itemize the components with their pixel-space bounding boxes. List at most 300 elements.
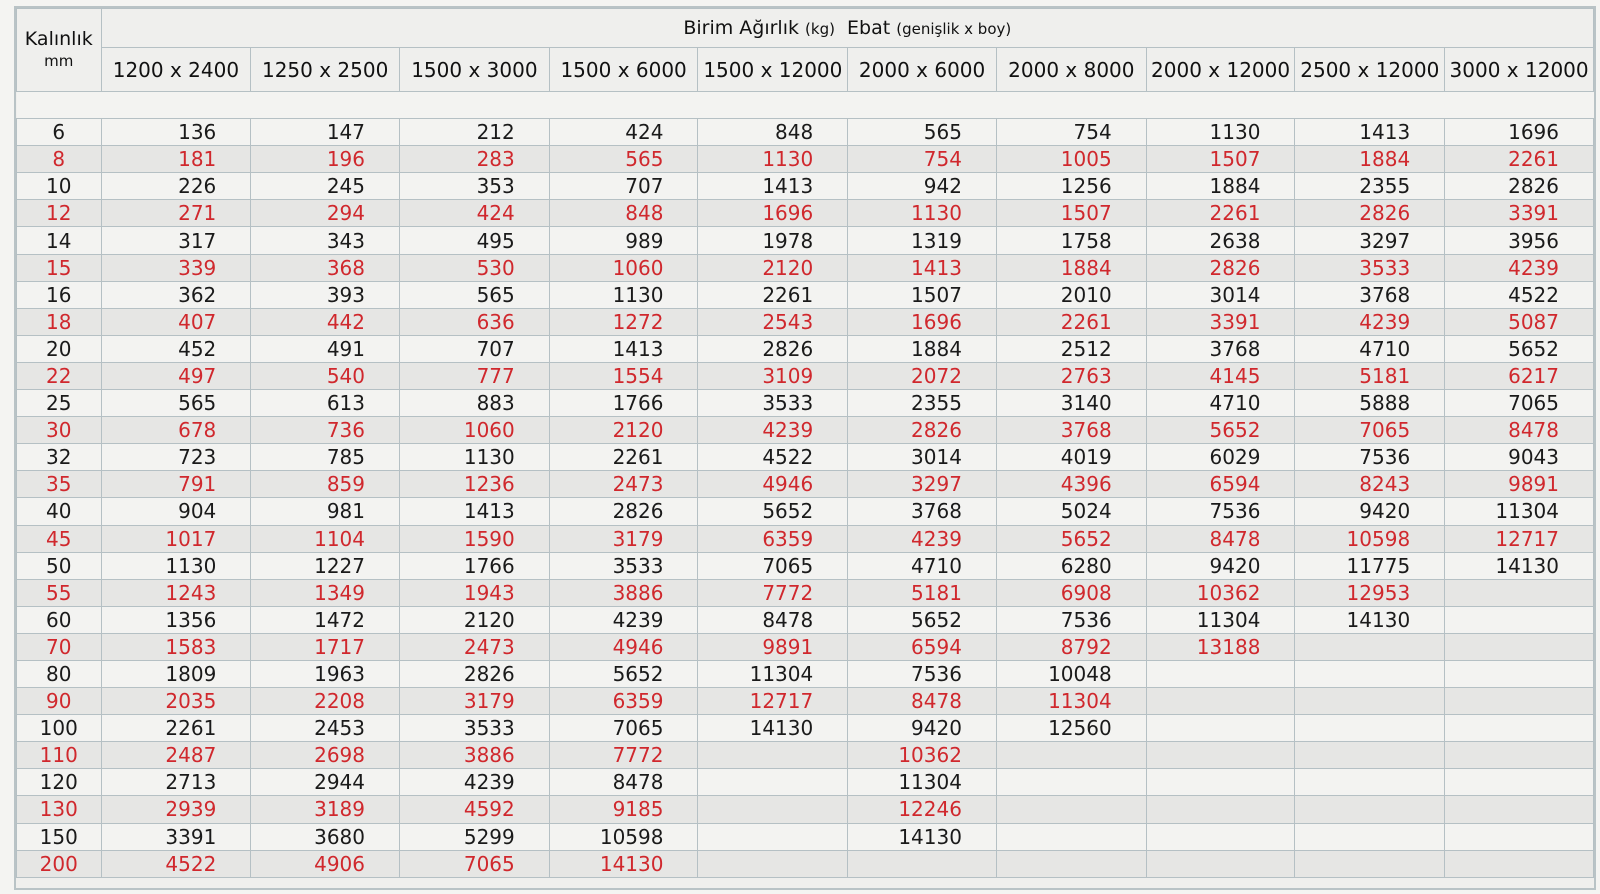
weight-cell xyxy=(1146,660,1295,687)
weight-cell xyxy=(996,850,1146,877)
weight-cell: 424 xyxy=(400,200,550,227)
weight-cell: 226 xyxy=(101,173,251,200)
weight-cell: 4710 xyxy=(848,552,997,579)
weight-cell: 9891 xyxy=(698,633,848,660)
thickness-cell: 8 xyxy=(17,146,102,173)
weight-cell: 2826 xyxy=(1295,200,1445,227)
weight-cell: 530 xyxy=(400,254,550,281)
weight-cell: 1130 xyxy=(101,552,251,579)
weight-cell: 1766 xyxy=(400,552,550,579)
thickness-header xyxy=(17,9,102,92)
weight-cell: 8478 xyxy=(698,606,848,633)
weight-cell xyxy=(698,823,848,850)
weight-cell: 5652 xyxy=(1445,335,1594,362)
weight-cell: 11304 xyxy=(1146,606,1295,633)
weight-cell xyxy=(1146,769,1295,796)
weight-cell: 1472 xyxy=(251,606,400,633)
weight-cell: 7065 xyxy=(1295,417,1445,444)
weight-cell: 452 xyxy=(101,335,251,362)
weight-cell: 2120 xyxy=(549,417,698,444)
thickness-cell: 90 xyxy=(17,688,102,715)
weight-cell: 5652 xyxy=(698,498,848,525)
thickness-cell: 110 xyxy=(17,742,102,769)
weight-cell: 565 xyxy=(848,119,997,146)
table-row xyxy=(17,308,1594,335)
weight-cell: 2698 xyxy=(251,742,400,769)
weight-cell: 3886 xyxy=(400,742,550,769)
weight-cell xyxy=(1445,850,1594,877)
thickness-cell: 15 xyxy=(17,254,102,281)
weight-cell: 317 xyxy=(101,227,251,254)
weight-cell: 4522 xyxy=(1445,281,1594,308)
weight-cell: 1319 xyxy=(848,227,997,254)
weight-cell: 3768 xyxy=(1295,281,1445,308)
weight-cell xyxy=(1445,796,1594,823)
weight-cell: 5299 xyxy=(400,823,550,850)
weight-cell: 2261 xyxy=(996,308,1146,335)
weight-cell: 5652 xyxy=(996,525,1146,552)
weight-cell: 707 xyxy=(549,173,698,200)
weight-cell: 1256 xyxy=(996,173,1146,200)
weight-cell: 343 xyxy=(251,227,400,254)
weight-cell: 2763 xyxy=(996,362,1146,389)
weight-cell: 2120 xyxy=(698,254,848,281)
table-row xyxy=(17,498,1594,525)
weight-cell xyxy=(1295,660,1445,687)
table-body xyxy=(17,92,1594,878)
weight-cell: 6594 xyxy=(1146,471,1295,498)
weight-cell: 10362 xyxy=(848,742,997,769)
weight-cell: 848 xyxy=(698,119,848,146)
weight-cell: 1130 xyxy=(400,444,550,471)
weight-cell: 4946 xyxy=(698,471,848,498)
thickness-cell: 100 xyxy=(17,715,102,742)
weight-cell: 2208 xyxy=(251,688,400,715)
weight-cell: 4710 xyxy=(1146,390,1295,417)
weight-cell: 1236 xyxy=(400,471,550,498)
table-row xyxy=(17,444,1594,471)
weight-cell: 3768 xyxy=(1146,335,1295,362)
weight-cell: 2355 xyxy=(1295,173,1445,200)
table-row xyxy=(17,823,1594,850)
weight-cell: 283 xyxy=(400,146,550,173)
weight-cell: 942 xyxy=(848,173,997,200)
weight-cell: 4239 xyxy=(698,417,848,444)
weight-cell xyxy=(1295,796,1445,823)
weight-cell: 393 xyxy=(251,281,400,308)
dimension-header-row xyxy=(17,48,1594,92)
table-row xyxy=(17,390,1594,417)
table-row xyxy=(17,579,1594,606)
weight-cell: 12246 xyxy=(848,796,997,823)
weight-cell: 2826 xyxy=(698,335,848,362)
column-header: 1500 x 3000 xyxy=(400,48,550,92)
weight-cell: 791 xyxy=(101,471,251,498)
thickness-cell: 16 xyxy=(17,281,102,308)
weight-cell: 777 xyxy=(400,362,550,389)
thickness-unit: mm xyxy=(44,52,74,70)
weight-cell: 3014 xyxy=(1146,281,1295,308)
weight-cell: 8792 xyxy=(996,633,1146,660)
weight-table-frame xyxy=(14,6,1596,890)
weight-cell: 2072 xyxy=(848,362,997,389)
weight-cell: 6594 xyxy=(848,633,997,660)
weight-cell: 2261 xyxy=(101,715,251,742)
weight-table xyxy=(16,8,1594,878)
title-note: (genişlik x boy) xyxy=(896,20,1012,38)
weight-cell xyxy=(1295,715,1445,742)
weight-cell: 2355 xyxy=(848,390,997,417)
weight-cell: 981 xyxy=(251,498,400,525)
weight-cell: 245 xyxy=(251,173,400,200)
weight-cell: 1413 xyxy=(400,498,550,525)
weight-cell: 636 xyxy=(400,308,550,335)
weight-cell: 2453 xyxy=(251,715,400,742)
weight-cell: 4239 xyxy=(400,769,550,796)
weight-cell: 1554 xyxy=(549,362,698,389)
thickness-cell: 12 xyxy=(17,200,102,227)
weight-cell: 3014 xyxy=(848,444,997,471)
title-main: Birim Ağırlık xyxy=(683,17,799,39)
column-header: 2500 x 12000 xyxy=(1295,48,1445,92)
weight-cell: 181 xyxy=(101,146,251,173)
table-row xyxy=(17,525,1594,552)
weight-cell: 3391 xyxy=(101,823,251,850)
table-row xyxy=(17,606,1594,633)
weight-cell: 2487 xyxy=(101,742,251,769)
thickness-cell: 35 xyxy=(17,471,102,498)
weight-cell: 14130 xyxy=(848,823,997,850)
weight-cell: 5087 xyxy=(1445,308,1594,335)
weight-cell: 294 xyxy=(251,200,400,227)
weight-cell xyxy=(1295,742,1445,769)
thickness-cell: 32 xyxy=(17,444,102,471)
weight-cell: 848 xyxy=(549,200,698,227)
weight-cell: 212 xyxy=(400,119,550,146)
weight-cell: 2826 xyxy=(848,417,997,444)
weight-cell: 1696 xyxy=(698,200,848,227)
thickness-cell: 80 xyxy=(17,660,102,687)
column-header: 2000 x 8000 xyxy=(996,48,1146,92)
weight-cell: 2944 xyxy=(251,769,400,796)
table-row xyxy=(17,173,1594,200)
weight-cell xyxy=(1146,742,1295,769)
weight-cell: 785 xyxy=(251,444,400,471)
weight-cell: 271 xyxy=(101,200,251,227)
weight-cell: 1243 xyxy=(101,579,251,606)
weight-cell xyxy=(1445,688,1594,715)
weight-cell: 6908 xyxy=(996,579,1146,606)
thickness-cell: 150 xyxy=(17,823,102,850)
weight-cell: 565 xyxy=(549,146,698,173)
weight-cell: 4946 xyxy=(549,633,698,660)
column-header: 1500 x 12000 xyxy=(698,48,848,92)
weight-cell: 3768 xyxy=(848,498,997,525)
weight-cell: 5888 xyxy=(1295,390,1445,417)
weight-cell xyxy=(1445,742,1594,769)
weight-cell: 5181 xyxy=(848,579,997,606)
table-row xyxy=(17,335,1594,362)
table-row xyxy=(17,362,1594,389)
weight-cell: 1413 xyxy=(698,173,848,200)
weight-cell xyxy=(1146,688,1295,715)
thickness-cell: 20 xyxy=(17,335,102,362)
weight-cell xyxy=(1445,633,1594,660)
weight-cell: 4710 xyxy=(1295,335,1445,362)
weight-cell: 1809 xyxy=(101,660,251,687)
weight-cell: 11304 xyxy=(996,688,1146,715)
weight-cell: 3179 xyxy=(400,688,550,715)
weight-cell: 1884 xyxy=(996,254,1146,281)
weight-cell xyxy=(1146,850,1295,877)
weight-cell: 5024 xyxy=(996,498,1146,525)
weight-cell: 2035 xyxy=(101,688,251,715)
weight-cell: 1130 xyxy=(549,281,698,308)
weight-cell: 1507 xyxy=(1146,146,1295,173)
weight-cell: 754 xyxy=(996,119,1146,146)
weight-cell: 7065 xyxy=(1445,390,1594,417)
spacer-row xyxy=(17,92,1594,119)
weight-cell: 3297 xyxy=(1295,227,1445,254)
weight-cell: 3956 xyxy=(1445,227,1594,254)
weight-cell: 1227 xyxy=(251,552,400,579)
weight-cell: 6217 xyxy=(1445,362,1594,389)
weight-cell: 2473 xyxy=(400,633,550,660)
weight-cell: 7065 xyxy=(549,715,698,742)
weight-cell: 3297 xyxy=(848,471,997,498)
weight-cell: 2261 xyxy=(549,444,698,471)
weight-cell: 3179 xyxy=(549,525,698,552)
weight-cell: 1943 xyxy=(400,579,550,606)
weight-cell: 2120 xyxy=(400,606,550,633)
weight-cell: 13188 xyxy=(1146,633,1295,660)
weight-cell: 2261 xyxy=(1146,200,1295,227)
weight-cell: 8243 xyxy=(1295,471,1445,498)
weight-cell: 12717 xyxy=(1445,525,1594,552)
weight-cell: 4239 xyxy=(549,606,698,633)
title-unit: (kg) xyxy=(805,20,835,38)
weight-cell xyxy=(1146,796,1295,823)
thickness-cell: 50 xyxy=(17,552,102,579)
table-row xyxy=(17,742,1594,769)
weight-cell: 339 xyxy=(101,254,251,281)
weight-cell: 497 xyxy=(101,362,251,389)
weight-cell: 353 xyxy=(400,173,550,200)
weight-cell: 1590 xyxy=(400,525,550,552)
weight-cell: 9420 xyxy=(1146,552,1295,579)
weight-cell: 5652 xyxy=(848,606,997,633)
weight-cell: 368 xyxy=(251,254,400,281)
weight-cell: 678 xyxy=(101,417,251,444)
thickness-cell: 14 xyxy=(17,227,102,254)
weight-cell: 1884 xyxy=(1146,173,1295,200)
table-row xyxy=(17,660,1594,687)
weight-cell: 4592 xyxy=(400,796,550,823)
weight-cell: 1130 xyxy=(848,200,997,227)
weight-cell: 136 xyxy=(101,119,251,146)
weight-cell: 8478 xyxy=(848,688,997,715)
table-row xyxy=(17,417,1594,444)
column-header: 1200 x 2400 xyxy=(101,48,251,92)
table-row xyxy=(17,146,1594,173)
weight-cell xyxy=(848,850,997,877)
weight-cell xyxy=(1445,769,1594,796)
weight-cell: 754 xyxy=(848,146,997,173)
weight-cell: 989 xyxy=(549,227,698,254)
weight-cell xyxy=(1445,606,1594,633)
table-row xyxy=(17,715,1594,742)
weight-cell: 2638 xyxy=(1146,227,1295,254)
weight-cell: 4145 xyxy=(1146,362,1295,389)
weight-cell: 8478 xyxy=(1146,525,1295,552)
weight-cell: 3533 xyxy=(549,552,698,579)
weight-cell: 11775 xyxy=(1295,552,1445,579)
weight-cell: 1349 xyxy=(251,579,400,606)
weight-cell xyxy=(698,850,848,877)
table-row xyxy=(17,227,1594,254)
weight-cell xyxy=(996,742,1146,769)
thickness-cell: 40 xyxy=(17,498,102,525)
table-row xyxy=(17,796,1594,823)
weight-cell: 8478 xyxy=(1445,417,1594,444)
weight-cell: 3391 xyxy=(1146,308,1295,335)
weight-cell: 14130 xyxy=(1445,552,1594,579)
weight-cell: 362 xyxy=(101,281,251,308)
weight-cell: 147 xyxy=(251,119,400,146)
weight-cell xyxy=(1146,823,1295,850)
weight-cell: 1884 xyxy=(848,335,997,362)
weight-cell xyxy=(996,769,1146,796)
weight-cell: 1583 xyxy=(101,633,251,660)
thickness-cell: 22 xyxy=(17,362,102,389)
thickness-cell: 60 xyxy=(17,606,102,633)
table-row xyxy=(17,769,1594,796)
weight-cell: 1978 xyxy=(698,227,848,254)
weight-cell: 442 xyxy=(251,308,400,335)
weight-cell: 196 xyxy=(251,146,400,173)
table-row xyxy=(17,119,1594,146)
weight-cell: 2473 xyxy=(549,471,698,498)
thickness-cell: 55 xyxy=(17,579,102,606)
weight-cell: 5652 xyxy=(549,660,698,687)
weight-cell: 8478 xyxy=(549,769,698,796)
weight-cell: 736 xyxy=(251,417,400,444)
column-header: 1250 x 2500 xyxy=(251,48,400,92)
weight-cell: 1758 xyxy=(996,227,1146,254)
weight-cell: 7536 xyxy=(848,660,997,687)
table-row xyxy=(17,850,1594,877)
table-row xyxy=(17,471,1594,498)
weight-cell: 723 xyxy=(101,444,251,471)
weight-cell: 7536 xyxy=(996,606,1146,633)
weight-cell: 12717 xyxy=(698,688,848,715)
column-header: 3000 x 12000 xyxy=(1445,48,1594,92)
weight-cell: 4396 xyxy=(996,471,1146,498)
weight-cell: 12560 xyxy=(996,715,1146,742)
weight-cell: 10048 xyxy=(996,660,1146,687)
weight-cell: 495 xyxy=(400,227,550,254)
weight-cell: 2826 xyxy=(400,660,550,687)
weight-cell: 6029 xyxy=(1146,444,1295,471)
weight-cell: 540 xyxy=(251,362,400,389)
weight-cell: 3680 xyxy=(251,823,400,850)
weight-cell: 4906 xyxy=(251,850,400,877)
weight-cell: 11304 xyxy=(848,769,997,796)
thickness-cell: 25 xyxy=(17,390,102,417)
weight-cell: 11304 xyxy=(1445,498,1594,525)
weight-cell: 9420 xyxy=(848,715,997,742)
weight-cell xyxy=(1445,579,1594,606)
weight-cell: 2261 xyxy=(698,281,848,308)
weight-cell: 14130 xyxy=(1295,606,1445,633)
weight-cell: 1766 xyxy=(549,390,698,417)
weight-cell xyxy=(1445,715,1594,742)
weight-cell: 565 xyxy=(101,390,251,417)
weight-cell: 3140 xyxy=(996,390,1146,417)
weight-cell: 4239 xyxy=(1445,254,1594,281)
weight-cell: 2713 xyxy=(101,769,251,796)
weight-cell: 2826 xyxy=(549,498,698,525)
thickness-cell: 10 xyxy=(17,173,102,200)
table-row xyxy=(17,254,1594,281)
weight-cell: 6280 xyxy=(996,552,1146,579)
weight-cell: 613 xyxy=(251,390,400,417)
thickness-cell: 200 xyxy=(17,850,102,877)
weight-cell: 10598 xyxy=(549,823,698,850)
weight-cell: 3189 xyxy=(251,796,400,823)
weight-cell: 424 xyxy=(549,119,698,146)
weight-cell: 707 xyxy=(400,335,550,362)
weight-cell: 1060 xyxy=(549,254,698,281)
weight-cell: 7536 xyxy=(1295,444,1445,471)
weight-cell xyxy=(1295,688,1445,715)
weight-cell: 3533 xyxy=(1295,254,1445,281)
weight-cell: 1696 xyxy=(848,308,997,335)
weight-cell: 7065 xyxy=(698,552,848,579)
weight-cell xyxy=(996,796,1146,823)
weight-cell: 10598 xyxy=(1295,525,1445,552)
weight-cell: 7772 xyxy=(698,579,848,606)
weight-cell: 4019 xyxy=(996,444,1146,471)
weight-cell xyxy=(1295,823,1445,850)
weight-cell xyxy=(698,796,848,823)
weight-cell: 883 xyxy=(400,390,550,417)
weight-cell: 2512 xyxy=(996,335,1146,362)
thickness-cell: 130 xyxy=(17,796,102,823)
table-title xyxy=(101,9,1593,48)
column-header: 2000 x 12000 xyxy=(1146,48,1295,92)
weight-cell: 1130 xyxy=(698,146,848,173)
weight-cell: 11304 xyxy=(698,660,848,687)
table-row xyxy=(17,281,1594,308)
weight-cell xyxy=(1445,660,1594,687)
weight-cell: 565 xyxy=(400,281,550,308)
weight-cell: 3109 xyxy=(698,362,848,389)
weight-cell: 1507 xyxy=(996,200,1146,227)
weight-cell: 2543 xyxy=(698,308,848,335)
weight-cell: 6359 xyxy=(698,525,848,552)
title-ebat: Ebat xyxy=(847,17,891,39)
weight-cell: 1104 xyxy=(251,525,400,552)
weight-cell: 4239 xyxy=(848,525,997,552)
weight-cell: 859 xyxy=(251,471,400,498)
weight-cell: 3533 xyxy=(400,715,550,742)
weight-cell: 9185 xyxy=(549,796,698,823)
weight-cell: 2939 xyxy=(101,796,251,823)
weight-cell: 12953 xyxy=(1295,579,1445,606)
weight-cell: 1356 xyxy=(101,606,251,633)
thickness-cell: 120 xyxy=(17,769,102,796)
